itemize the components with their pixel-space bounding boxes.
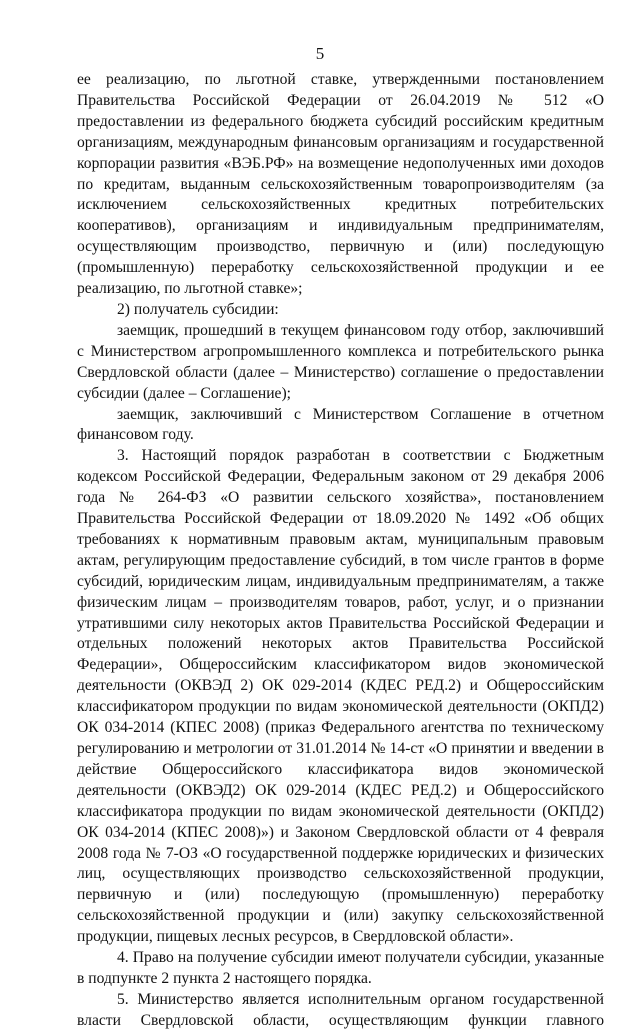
page-number: 5 [315,44,325,63]
paragraph-item-3: 3. Настоящий порядок разработан в соответствии с Бюджетным кодексом Российской Федерации, Федеральным законом от 29 декабря 2006 года № 264-ФЗ «О развитии сельского хозяйства», постановлением Правительства Российской Федерации от 18.09.2020 № 1492 «Об общих требованиях к нормативным правовым актам, муниципальным правовым актам, регулирующим предоставление субсидий, в том числе грантов в форме субсидий, юридическим лицам, индивидуальным предпринимателям, а также физическим лицам – производителям товаров, работ, услуг, и о признании утратившими силу некоторых актов Правительства Российской Федерации и отдельных положений некоторых актов Правительства Российской Федерации», Общероссийским классификатором видов экономической деятельности (ОКВЭД 2) ОК 029-2014 (КДЕС РЕД.2) и Общероссийским классификатором продукции по видам экономической деятельности (ОКПД2) ОК 034-2014 (КПЕС 2008) (приказ Федерального агентства по техническому регулированию и метрологии от 31.01.2014 № 14-ст «О принятии и введении в действие Общероссийского классификатора видов экономической деятельности (ОКВЭД2) ОК 029-2014 (КДЕС РЕД.2) и Общероссийского классификатора продукции по видам экономической деятельности (ОКПД2) ОК 034-2014 (КПЕС 2008)») и Законом Свердловской области от 4 февраля 2008 года № 7-ОЗ «О государственной поддержке юридических и физических лиц, осуществляющих производство сельскохозяйственной продукции, первичную и (или) последующую (промышленную) переработку сельскохозяйственной продукции и (или) закупку сельскохозяйственной продукции, пищевых лесных ресурсов, в Свердловской области». [77,447,604,946]
document-body [77,70,604,1032]
paragraph-continuation: ее реализацию, по льготной ставке, утвержденными постановлением Правительства Российской Федерации от 26.04.2019 № 512 «О предоставлении из федерального бюджета субсидий российским кредитным организациям, международным финансовым организациям и государственной корпорации развития «ВЭБ.РФ» на возмещение недополученных ими доходов по кредитам, выданным сельскохозяйственным товаропроизводителям (за исключением сельскохозяйственных кредитных потребительских кооперативов), организациям и индивидуальным предпринимателям, осуществляющим производство, первичную и (или) последующую (промышленную) переработку сельскохозяйственной продукции и ее реализацию, по льготной ставке»; [77,71,604,298]
paragraph-borrower-selected: заемщик, прошедший в текущем финансовом году отбор, заключивший с Министерством агропромышленного комплекса и потребительского рынка Свердловской области (далее – Министерство) соглашение о предоставлении субсидии (далее – Соглашение); [77,321,604,402]
paragraph-borrower-reporting: заемщик, заключивший с Министерством Соглашение в отчетном финансовом году. [77,405,604,444]
paragraph-item-5: 5. Министерство является исполнительным органом государственной власти Свердловской области, осуществляющим функции главного [77,990,604,1029]
paragraph-item-4: 4. Право на получение субсидии имеют получатели субсидии, указанные в подпункте 2 пункта 2 настоящего порядка. [77,949,604,987]
paragraph-recipient-heading: 2) получатель субсидии: [117,300,279,318]
